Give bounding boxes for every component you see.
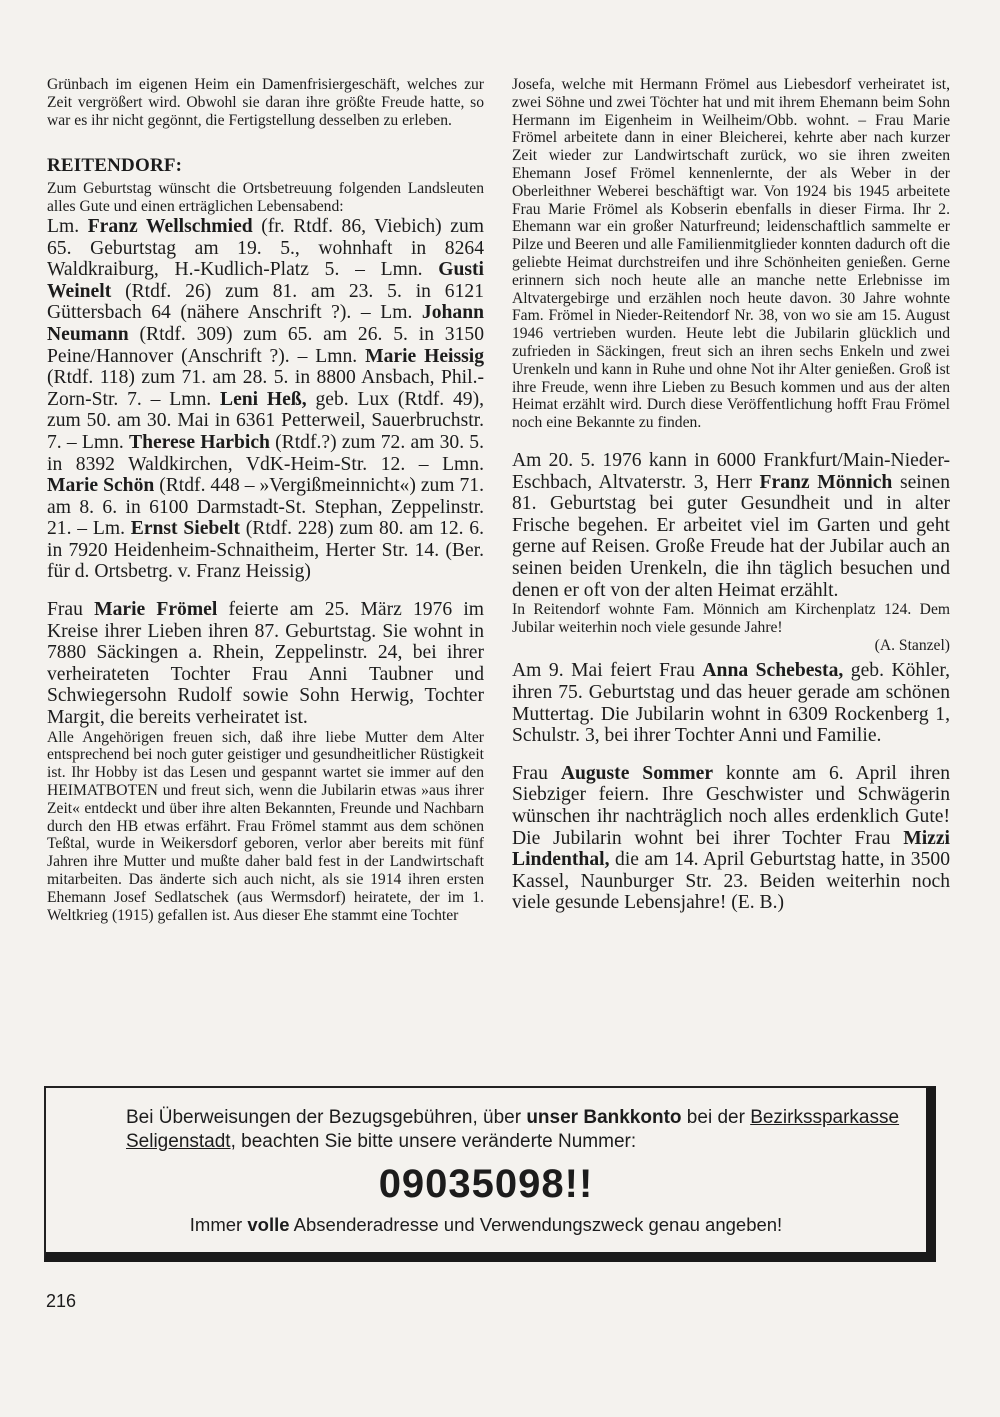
- name-highlight: Leni Heß,: [220, 388, 307, 410]
- notice-sender-instruction: [46, 1214, 926, 1236]
- right-column: [512, 76, 950, 914]
- notice-text-part: beachten Sie bitte unsere veränderte Nummer:: [235, 1131, 637, 1152]
- text-run: (Rtdf. 228) zum 80. am 12. 6. in 7920 Heidenheim-Schnaitheim, Herter Str. 14. (Ber. für d. Ortsbetrg. v. Franz Heissig): [47, 518, 484, 583]
- name-highlight: Therese Harbich: [129, 431, 270, 453]
- text-run: geb. Köhler, ihren 75. Geburtstag und das heuer gerade am schönen Muttertag. Die Jubilarin wohnt in 6309 Rockenberg 1, Schulstr. 3, bei ihrer Tochter Anni und Familie.: [512, 660, 950, 747]
- text-run: Frau: [47, 599, 95, 621]
- section-heading-reitendorf: REITENDORF:: [47, 155, 183, 177]
- text-run: Am 9. Mai feiert Frau: [512, 660, 703, 682]
- notice-text: [126, 1106, 906, 1154]
- name-highlight: Gusti Weinelt: [47, 259, 484, 302]
- text-run: die am 14. April Geburtstag hatte, in 3500 Kassel, Naunburger Str. 23. Beiden weiterhin noch viele gesunde Lebensjahre! (E. B.): [512, 849, 950, 914]
- page-number: 216: [46, 1291, 77, 1311]
- text-run: (Rtdf. 26) zum 81. am 23. 5. in 6121 Güttersbach 64 (nähere Anschrift ?). – Lm.: [47, 280, 484, 324]
- paragraph-moennich-note: In Reitendorf wohnte Fam. Mönnich am Kirchenplatz 124. Dem Jubilar weiterhin noch viele gesunde Jahre!: [512, 601, 950, 636]
- text-run: (Rtdf. 118) zum 71. am 28. 5. in 8800 Ansbach, Phil.-Zorn-Str. 7. – Lmn.: [47, 367, 484, 410]
- name-highlight: Franz Wellschmied: [87, 215, 253, 237]
- name-highlight: Anna Schebesta,: [702, 660, 844, 682]
- paragraph-anna-schebesta: [512, 660, 950, 746]
- name-highlight: Ernst Siebelt: [130, 518, 240, 540]
- paragraph-josefa: Josefa, welche mit Hermann Frömel aus Liebesdorf verheiratet ist, zwei Söhne und zwei Töchter hat und mit ihrem Ehemann beim Sohn Hermann im Eigenheim in Weilheim/Obb. wohnt. – Frau Marie Frömel arbeitete dann in einer Bleicherei, kehrte aber nach kurzer Zeit wieder zur Landwirtschaft zurück, wo sie ihren zweiten Ehemann Josef Frömel kennenlernte, der als Weber in der Oberleithner Weberei beschäftigt war. Von 1924 bis 1945 arbeitete Frau Marie Frömel als Kobserin ebenfalls in dieser Firma. Ihr 2. Ehemann war ein großer Naturfreund; leidenschaftlich sammelte er Pilze und Beeren und alle Familienmitglieder konnten dadurch oft die geliebte Heimat durchstreifen und ihre Schönheiten genießen. Gerne erinnern sich noch heute alle an manche nette Erlebnisse im Altvatergebirge und erzählen noch heute davon. 30 Jahre wohnte Fam. Frömel in Nieder-Reitendorf Nr. 38, von wo sie am 15. August 1946 vertrieben wurden. Heute lebt die Jubilarin glücklich und zufrieden in Säckingen, freut sich an ihren sechs Enkeln und zwei Urenkeln und kann in Ruhe und ohne Not ihr Alter genießen. Groß ist ihre Freude, wenn ihre Lieben zu Besuch kommen und aus der alten Heimat erzählt wird. Durch diese Veröffentlichung hofft Frau Frömel noch eine Bekannte zu finden.: [512, 76, 950, 432]
- notice-text-part: bei der: [681, 1107, 751, 1128]
- left-column: [47, 76, 484, 924]
- notice-text-part: Immer: [189, 1214, 248, 1235]
- paragraph-birthday-list: [47, 216, 484, 583]
- paragraph-marie-froemel: [47, 599, 484, 729]
- name-highlight: Auguste Sommer: [560, 762, 714, 784]
- notice-emphasis: volle: [247, 1214, 290, 1235]
- name-highlight: Mizzi Lindenthal,: [512, 827, 950, 871]
- notice-account-number: 09035098!!: [378, 1162, 594, 1206]
- signature-stanzel: (A. Stanzel): [874, 636, 950, 654]
- name-highlight: Marie Schön: [47, 475, 155, 497]
- paragraph-franz-moennich: [512, 450, 950, 601]
- notice-text-part: Bei Überweisungen der Bezugsgebühren, über: [126, 1107, 527, 1128]
- notice-bank-name: Bezirkssparkasse Seligenstadt,: [126, 1107, 900, 1152]
- text-run: geb. Lux (Rtdf. 49), zum 50. am 30. Mai in 6361 Petterweil, Sauerbruchstr. 7. – Lmn.: [47, 388, 484, 453]
- text-run: Frau: [512, 762, 561, 784]
- name-highlight: Marie Heissig: [365, 345, 484, 367]
- name-highlight: Marie Frömel: [94, 599, 218, 621]
- text-run: konnte am 6. April ihren Siebziger feiern. Ihre Geschwister und Schwägerin wünschen ihr nachträglich noch alles erdenklich Gute! Die Jubilarin wohnt bei ihrer Tochter Frau: [512, 762, 950, 849]
- paragraph-auguste-sommer: [512, 763, 950, 914]
- name-highlight: Franz Mönnich: [759, 471, 893, 493]
- paragraph-froemel-details: Alle Angehörigen freuen sich, daß ihre liebe Mutter dem Alter entsprechend bei noch guter geistiger und gesundheitlicher Rüstigkeit ist. Ihr Hobby ist das Lesen und gespannt wartet sie immer auf den HEIMATBOTEN und freut sich, wenn die Jubilarin etwas »aus ihrer Zeit« entdeckt und über ihre alten Bekannten, Freunde und Nachbarn durch den HB etwas erfährt. Frau Frömel stammt aus dem schönen Teßtal, wurde in Weikersdorf geboren, verlor aber bereits mit fünf Jahren ihre Mutter und mußte daher bald fest in der Landwirtschaft mitarbeiten. Das änderte sich auch nicht, als sie 1914 ihren ersten Ehemann Josef Sedlatschek (aus Wermsdorf) heiratete, der im 1. Weltkrieg (1915) gefallen ist. Aus dieser Ehe stammt eine Tochter: [47, 728, 484, 924]
- text-run: Am 20. 5. 1976 kann in 6000 Frankfurt/Main-Nieder-Eschbach, Altvaterstr. 3, Herr: [512, 449, 950, 493]
- text-run: (Rtdf. 309) zum 65. am 26. 5. in 3150 Peine/Hannover (Anschrift ?). – Lmn.: [47, 323, 484, 367]
- bank-account-notice: [44, 1086, 936, 1262]
- notice-text-part: Absenderadresse und Verwendungszweck genau angeben!: [289, 1214, 783, 1235]
- text-run: (fr. Rtdf. 86, Viebich) zum 65. Geburtstag am 19. 5., wohnhaft in 8264 Waldkraiburg, H.-Kudlich-Platz 5. – Lmn.: [47, 215, 484, 281]
- text-run: seinen 81. Geburtstag bei guter Gesundheit und in alter Frische begehen. Er arbeitet viel im Garten und geht gerne auf Reisen. Große Freude hat der Jubilar auch an seinen beiden Urenkeln, die ihn täglich besuchen und denen er oft von der alten Heimat erzählt.: [512, 471, 950, 601]
- text-run: (Rtdf.?) zum 72. am 30. 5. in 8392 Waldkirchen, VdK-Heim-Str. 12. – Lmn.: [47, 431, 484, 475]
- paragraph-gruenbach: Grünbach im eigenen Heim ein Damenfrisiergeschäft, welches zur Zeit vergrößert wird. Obwohl sie daran ihre größte Freude hatte, so war es ihr nicht gegönnt, die Fertigstellung desselben zu erleben.: [47, 76, 484, 129]
- name-highlight: Johann Neumann: [47, 302, 484, 345]
- text-run: feierte am 25. März 1976 im Kreise ihrer Lieben ihren 87. Geburtstag. Sie wohnt in 7880 Säckingen a. Rhein, Zeppelinstr. 24, bei ihrer verheirateten Tochter Frau Anni Taubner und Schwiegersohn Rudolf sowie Sohn Herwig, Tochter Margit, die bereits verheiratet ist.: [47, 599, 485, 729]
- paragraph-intro: Zum Geburtstag wünscht die Ortsbetreuung folgenden Landsleuten alles Gute und einen erträglichen Lebensabend:: [47, 180, 484, 216]
- text-run: Lm.: [47, 215, 88, 237]
- text-run: (Rtdf. 448 – »Vergißmeinnicht«) zum 71. am 8. 6. in 6100 Darmstadt-St. Stephan, Zeppelinstr. 21. – Lm.: [47, 475, 484, 540]
- notice-bank-account-label: unser Bankkonto: [526, 1107, 682, 1128]
